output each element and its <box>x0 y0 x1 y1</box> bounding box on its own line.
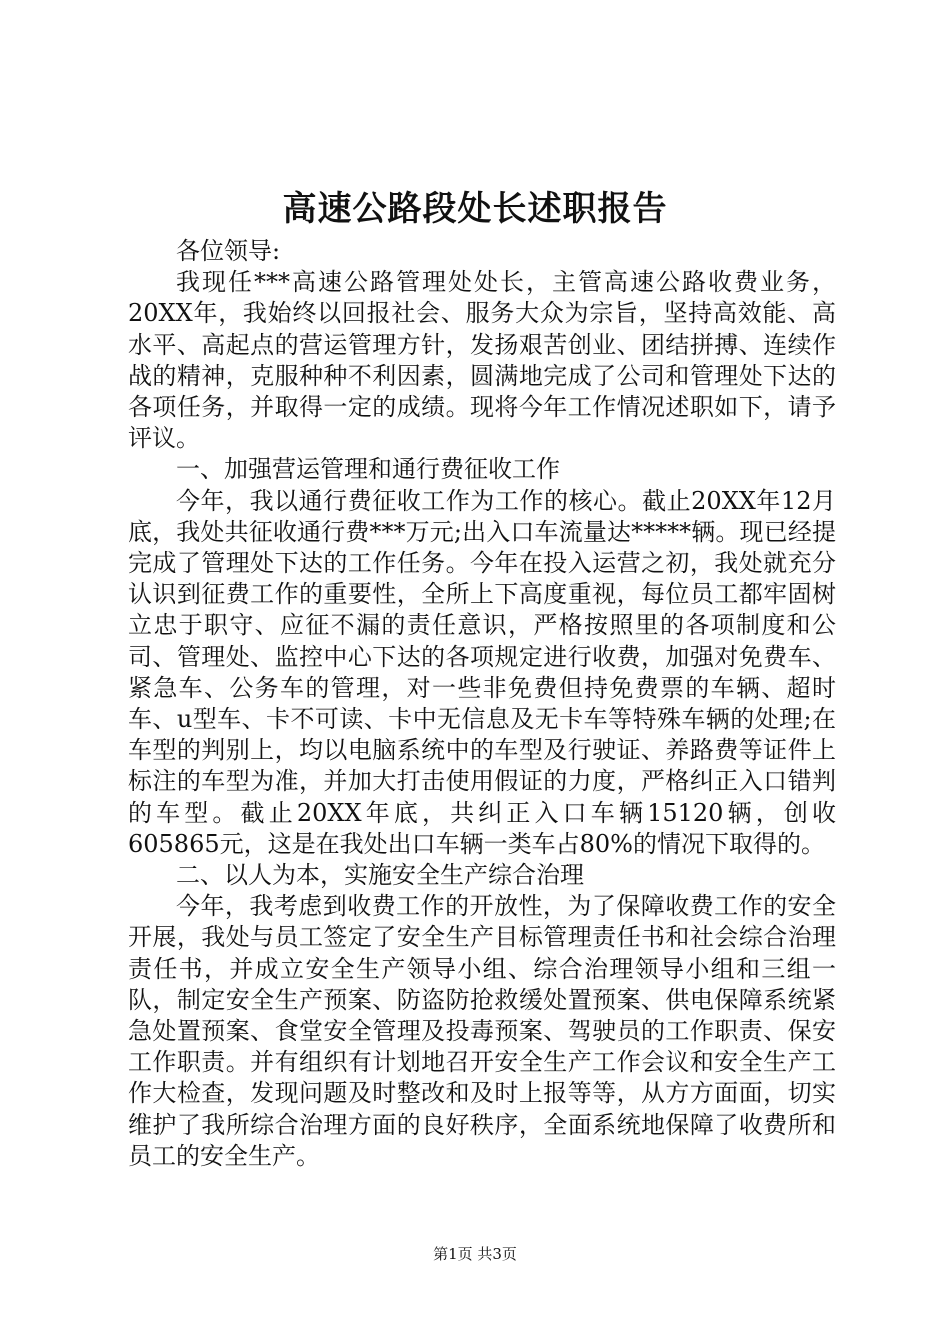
page-footer: 第1页 共3页 <box>433 1245 517 1263</box>
paragraph-intro: 我现任***高速公路管理处处长，主管高速公路收费业务，20XX年，我始终以回报社会、服务大众为宗旨，坚持高效能、高水平、高起点的营运管理方针，发扬艰苦创业、团结拼搏、连续作战的精神，克服种种不利因素，圆满地完成了公司和管理处下达的各项任务，并取得一定的成绩。现将今年工作情况述职如下，请予评议。 <box>128 268 836 453</box>
section-heading-1: 一、加强营运管理和通行费征收工作 <box>176 455 560 484</box>
paragraph-section-2: 今年，我考虑到收费工作的开放性，为了保障收费工作的安全开展，我处与员工签定了安全生产目标管理责任书和社会综合治理责任书，并成立安全生产领导小组、综合治理领导小组和三组一队，制定安全生产预案、防盗防抢救缓处置预案、供电保障系统紧急处置预案、食堂安全管理及投毒预案、驾驶员的工作职责、保安工作职责。并有组织有计划地召开安全生产工作会议和安全生产工作大检查，发现问题及时整改和及时上报等等，从方方面面，切实维护了我所综合治理方面的良好秩序，全面系统地保障了收费所和员工的安全生产。 <box>128 892 836 1170</box>
paragraph-section-1: 今年，我以通行费征收工作为工作的核心。截止20XX年12月底，我处共征收通行费***万元;出入口车流量达*****辆。现已经提完成了管理处下达的工作任务。今年在投入运营之初，我处就充分认识到征费工作的重要性，全所上下高度重视，每位员工都牢固树立忠于职守、应征不漏的责任意识，严格按照里的各项制度和公司、管理处、监控中心下达的各项规定进行收费，加强对免费车、紧急车、公务车的管理，对一些非免费但持免费票的车辆、超时车、u型车、卡不可读、卡中无信息及无卡车等特殊车辆的处理;在车型的判别上，均以电脑系统中的车型及行驶证、养路费等证件上标注的车型为准，并加大打击使用假证的力度，严格纠正入口错判的车型。截止20XX年底，共纠正入口车辆15120辆，创收605865元，这是在我处出口车辆一类车占80%的情况下取得的。 <box>128 486 836 858</box>
document-body <box>128 236 836 1172</box>
document-title: 高速公路段处长述职报告 <box>282 189 668 229</box>
section-heading-2: 二、以人为本，实施安全生产综合治理 <box>176 861 584 890</box>
salutation: 各位领导: <box>176 237 281 265</box>
